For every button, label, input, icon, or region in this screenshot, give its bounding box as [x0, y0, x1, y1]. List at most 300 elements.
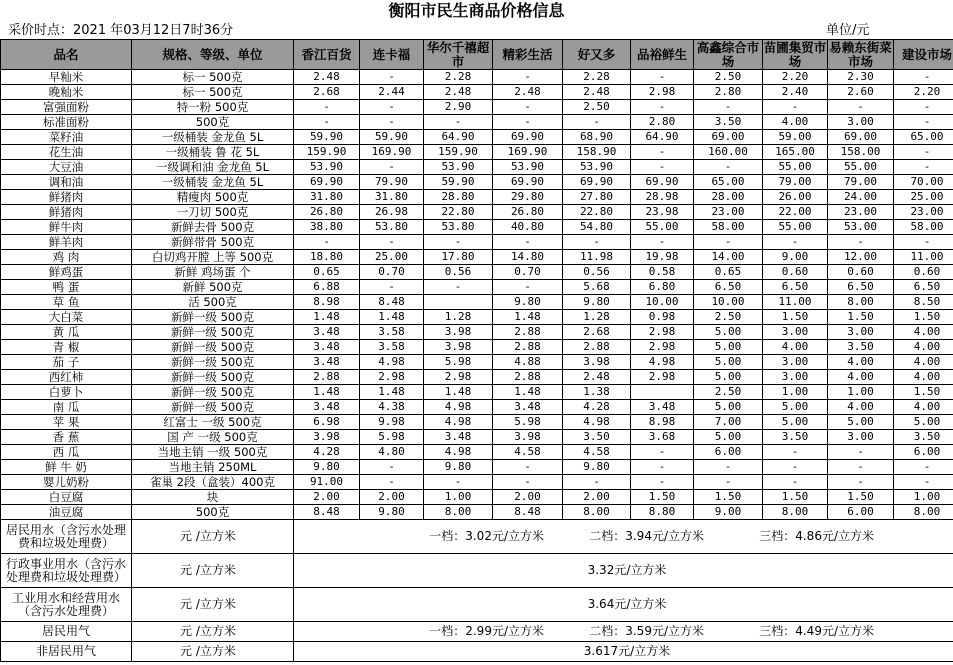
item-name: 大豆油	[1, 160, 132, 175]
price-cell: -	[294, 100, 360, 115]
price-cell: -	[763, 445, 828, 460]
price-cell: 8.00	[424, 505, 493, 520]
item-name: 油豆腐	[1, 505, 132, 520]
price-cell: 2.28	[424, 70, 493, 85]
price-cell: 64.90	[424, 130, 493, 145]
table-row	[1, 460, 953, 475]
utility-row	[1, 622, 953, 642]
table-row	[1, 130, 953, 145]
table-row	[1, 430, 953, 445]
price-cell: 5.98	[424, 355, 493, 370]
item-name: 婴儿奶粉	[1, 475, 132, 490]
table-row	[1, 250, 953, 265]
price-cell: -	[828, 475, 894, 490]
page-title: 衡阳市民生商品价格信息	[388, 1, 565, 20]
item-spec: 块	[132, 490, 294, 505]
price-cell: 2.60	[828, 85, 894, 100]
price-cell: -	[360, 160, 424, 175]
utility-tier: 三档：4.86元/立方米	[759, 529, 874, 543]
price-cell: 2.88	[493, 370, 563, 385]
table-row	[1, 175, 953, 190]
price-cell: 2.48	[563, 370, 631, 385]
utility-value: 3.617元/立方米	[294, 642, 953, 662]
price-cell: -	[360, 100, 424, 115]
item-name: 早籼米	[1, 70, 132, 85]
price-cell: 59.90	[294, 130, 360, 145]
price-cell: 4.80	[360, 445, 424, 460]
price-cell: -	[694, 475, 763, 490]
price-cell: 27.80	[563, 190, 631, 205]
price-cell: 4.00	[894, 340, 953, 355]
price-cell: 1.50	[763, 310, 828, 325]
price-cell: 9.80	[424, 460, 493, 475]
item-spec: 特一粉 500克	[132, 100, 294, 115]
price-cell: 14.00	[694, 250, 763, 265]
price-cell: 0.70	[360, 265, 424, 280]
price-cell: 3.50	[894, 430, 953, 445]
price-cell: 3.48	[493, 400, 563, 415]
item-name: 调和油	[1, 175, 132, 190]
item-spec: 新鲜一级 500克	[132, 340, 294, 355]
price-cell: 3.98	[294, 430, 360, 445]
price-cell: 4.00	[828, 370, 894, 385]
item-name: 花生油	[1, 145, 132, 160]
price-cell: -	[563, 115, 631, 130]
price-cell: 8.48	[493, 505, 563, 520]
item-name: 茄 子	[1, 355, 132, 370]
price-cell: 59.90	[424, 175, 493, 190]
price-cell: 1.00	[894, 490, 953, 505]
price-cell: 3.48	[631, 400, 694, 415]
price-cell: 9.80	[563, 460, 631, 475]
price-cell: 6.98	[294, 415, 360, 430]
price-cell: 9.98	[360, 415, 424, 430]
price-cell: -	[631, 160, 694, 175]
utility-row	[1, 554, 953, 588]
price-cell: -	[694, 100, 763, 115]
price-cell: -	[493, 235, 563, 250]
table-row	[1, 235, 953, 250]
price-cell: 2.88	[563, 340, 631, 355]
price-cell: 3.68	[631, 430, 694, 445]
price-cell: -	[894, 160, 953, 175]
price-cell: 31.80	[360, 190, 424, 205]
utility-name: 居民用水（含污水处理费和垃圾处理费）	[1, 520, 132, 554]
item-spec: 一级桶装 金龙鱼 5L	[132, 130, 294, 145]
table-row	[1, 475, 953, 490]
price-cell: -	[894, 145, 953, 160]
item-spec: 新鲜 鸡场蛋 个	[132, 265, 294, 280]
table-row	[1, 310, 953, 325]
price-cell: 9.80	[563, 295, 631, 310]
item-name: 鲜猪肉	[1, 190, 132, 205]
item-spec: 精瘦肉 500克	[132, 190, 294, 205]
header-row	[1, 40, 953, 70]
item-name: 标准面粉	[1, 115, 132, 130]
item-name: 青 椒	[1, 340, 132, 355]
price-cell: 1.48	[493, 310, 563, 325]
price-cell: -	[294, 115, 360, 130]
item-name: 黄 瓜	[1, 325, 132, 340]
col-header-spec: 规格、等级、单位	[132, 40, 294, 70]
price-cell: 3.58	[360, 340, 424, 355]
price-cell: 159.90	[424, 145, 493, 160]
price-cell: 5.68	[563, 280, 631, 295]
item-spec: 新鲜一级 500克	[132, 370, 294, 385]
item-name: 鲜羊肉	[1, 235, 132, 250]
price-cell: -	[631, 145, 694, 160]
price-cell: 2.00	[360, 490, 424, 505]
item-name: 鲜 牛 奶	[1, 460, 132, 475]
price-cell: -	[493, 115, 563, 130]
price-cell: 0.65	[694, 265, 763, 280]
item-spec: 当地主销 一级 500克	[132, 445, 294, 460]
price-cell: 4.28	[563, 400, 631, 415]
price-cell: -	[694, 160, 763, 175]
price-cell: 28.80	[424, 190, 493, 205]
utility-tiers	[294, 520, 953, 554]
price-cell: 3.50	[563, 430, 631, 445]
table-row	[1, 85, 953, 100]
price-cell: 4.88	[493, 355, 563, 370]
item-spec: 活 500克	[132, 295, 294, 310]
col-header-store: 精彩生活	[493, 40, 563, 70]
table-row	[1, 115, 953, 130]
price-cell: 6.88	[294, 280, 360, 295]
table-row	[1, 265, 953, 280]
price-cell: 2.98	[631, 340, 694, 355]
item-spec: 红富士 一级 500克	[132, 415, 294, 430]
price-cell: 1.00	[828, 385, 894, 400]
price-cell: 1.28	[563, 310, 631, 325]
price-cell: 17.80	[424, 250, 493, 265]
price-cell: 4.00	[763, 115, 828, 130]
price-cell: 2.30	[828, 70, 894, 85]
utility-unit: 元 /立方米	[132, 520, 294, 554]
col-header-store: 易赖东街菜市场	[829, 39, 892, 69]
utility-unit: 元 /立方米	[132, 622, 294, 642]
item-spec: 500克	[132, 115, 294, 130]
price-cell: 4.98	[360, 355, 424, 370]
price-cell: -	[828, 445, 894, 460]
price-cell: -	[828, 100, 894, 115]
price-cell: 55.00	[763, 220, 828, 235]
price-cell: 2.98	[631, 85, 694, 100]
price-cell: -	[424, 115, 493, 130]
price-cell: -	[360, 235, 424, 250]
price-cell: 8.00	[563, 505, 631, 520]
price-cell: 2.48	[424, 85, 493, 100]
price-cell: 11.98	[563, 250, 631, 265]
price-cell: 3.98	[424, 340, 493, 355]
price-cell: 2.88	[493, 325, 563, 340]
price-cell: 69.00	[694, 130, 763, 145]
table-row	[1, 100, 953, 115]
price-cell: 53.90	[294, 160, 360, 175]
price-cell: 1.50	[694, 490, 763, 505]
price-cell: 10.00	[631, 295, 694, 310]
price-cell: 165.00	[763, 145, 828, 160]
price-cell: 53.90	[563, 160, 631, 175]
price-cell: 53.90	[493, 160, 563, 175]
price-cell: -	[493, 100, 563, 115]
price-cell: 0.60	[894, 265, 953, 280]
price-cell: 2.50	[563, 100, 631, 115]
price-cell: 2.00	[294, 490, 360, 505]
item-spec: 雀巢 2段（盒装）400克	[132, 475, 294, 490]
price-cell: 9.80	[493, 295, 563, 310]
price-cell: -	[360, 115, 424, 130]
item-name: 西红柿	[1, 370, 132, 385]
table-row	[1, 160, 953, 175]
item-spec: 当地主销 250ML	[132, 460, 294, 475]
price-cell: 22.00	[763, 205, 828, 220]
price-cell: 23.00	[894, 205, 953, 220]
price-cell: -	[360, 475, 424, 490]
utility-value: 3.64元/立方米	[294, 588, 953, 622]
item-name: 白豆腐	[1, 490, 132, 505]
price-cell: 9.80	[360, 505, 424, 520]
price-cell: 4.28	[294, 445, 360, 460]
price-cell: -	[294, 235, 360, 250]
price-cell: 4.00	[894, 355, 953, 370]
price-cell: 159.90	[294, 145, 360, 160]
item-spec: 新鲜一级 500克	[132, 400, 294, 415]
price-cell: 1.00	[763, 385, 828, 400]
price-cell: 2.48	[294, 70, 360, 85]
price-cell: -	[631, 235, 694, 250]
price-cell: 1.50	[631, 490, 694, 505]
price-cell: 24.00	[828, 190, 894, 205]
price-cell: 69.00	[828, 130, 894, 145]
utility-tiers	[294, 622, 953, 642]
price-table-body	[1, 70, 953, 520]
utility-unit: 元 /立方米	[132, 588, 294, 622]
table-row	[1, 445, 953, 460]
price-cell: 3.50	[763, 430, 828, 445]
price-cell: 2.50	[694, 70, 763, 85]
price-cell: 3.48	[424, 430, 493, 445]
price-cell: 55.00	[631, 220, 694, 235]
price-cell: 4.00	[894, 325, 953, 340]
price-cell: 53.00	[828, 220, 894, 235]
price-cell: 5.00	[894, 415, 953, 430]
utility-name: 非居民用气	[1, 642, 132, 662]
item-name: 富强面粉	[1, 100, 132, 115]
utility-row	[1, 520, 953, 554]
price-cell: 6.50	[763, 280, 828, 295]
utility-row	[1, 588, 953, 622]
price-cell: -	[894, 460, 953, 475]
price-cell: 4.00	[763, 340, 828, 355]
price-cell: -	[894, 115, 953, 130]
table-row	[1, 280, 953, 295]
price-cell: 1.48	[360, 310, 424, 325]
price-cell: 2.68	[294, 85, 360, 100]
price-cell: -	[631, 100, 694, 115]
price-cell: 6.00	[894, 445, 953, 460]
item-name: 鸭 蛋	[1, 280, 132, 295]
item-spec: 标一 500克	[132, 70, 294, 85]
price-cell: 8.80	[631, 505, 694, 520]
price-cell: 22.80	[563, 205, 631, 220]
price-cell: 9.80	[294, 460, 360, 475]
item-name: 晚籼米	[1, 85, 132, 100]
price-cell: 3.98	[424, 325, 493, 340]
price-cell: 1.48	[424, 385, 493, 400]
price-cell: -	[493, 280, 563, 295]
price-cell: -	[424, 475, 493, 490]
col-header-store: 高鑫综合市 场	[694, 40, 763, 70]
table-row	[1, 145, 953, 160]
price-cell: 1.00	[424, 490, 493, 505]
item-spec: 新鲜带骨 500克	[132, 235, 294, 250]
price-cell: 55.00	[828, 160, 894, 175]
item-spec: 新鲜一级 500克	[132, 385, 294, 400]
price-cell: 3.00	[763, 325, 828, 340]
price-cell: 40.80	[493, 220, 563, 235]
utility-tier: 一档：2.99元/立方米	[429, 624, 544, 638]
price-cell: 169.90	[360, 145, 424, 160]
price-cell: 0.56	[424, 265, 493, 280]
price-cell: 7.00	[694, 415, 763, 430]
price-cell: 1.28	[424, 310, 493, 325]
price-cell: -	[894, 70, 953, 85]
price-cell: 8.48	[294, 505, 360, 520]
utility-tier: 二档：3.59元/立方米	[589, 624, 704, 638]
item-spec: 500克	[132, 505, 294, 520]
price-cell: 68.90	[563, 130, 631, 145]
price-cell: 22.80	[424, 205, 493, 220]
price-cell: 1.50	[894, 385, 953, 400]
price-cell: 2.50	[694, 385, 763, 400]
price-cell: 14.80	[493, 250, 563, 265]
sampling-time: 采价时点：2021 年03月12日7时36分	[8, 23, 234, 38]
utility-tier: 三档：4.49元/立方米	[759, 624, 874, 638]
price-cell: 53.80	[424, 220, 493, 235]
price-cell: 5.00	[694, 355, 763, 370]
price-cell: 8.50	[894, 295, 953, 310]
table-row	[1, 355, 953, 370]
price-cell: 2.20	[894, 85, 953, 100]
item-name: 草 鱼	[1, 295, 132, 310]
price-cell: 69.90	[493, 130, 563, 145]
price-cell: 2.98	[424, 370, 493, 385]
price-cell: 64.90	[631, 130, 694, 145]
utility-name: 居民用气	[1, 622, 132, 642]
price-cell: -	[894, 235, 953, 250]
col-header-name: 品名	[1, 40, 132, 70]
table-row	[1, 505, 953, 520]
price-cell: 6.00	[694, 445, 763, 460]
price-cell: 3.00	[763, 355, 828, 370]
price-cell: 26.98	[360, 205, 424, 220]
price-cell: 8.98	[294, 295, 360, 310]
price-cell: 5.00	[694, 430, 763, 445]
price-cell: 69.90	[631, 175, 694, 190]
price-cell: 6.50	[694, 280, 763, 295]
price-cell: 8.00	[894, 505, 953, 520]
price-cell: -	[631, 70, 694, 85]
price-cell: 158.00	[828, 145, 894, 160]
price-cell: 5.00	[694, 340, 763, 355]
price-cell: 2.68	[563, 325, 631, 340]
price-cell: 1.50	[828, 310, 894, 325]
item-spec: 国 产 一级 500克	[132, 430, 294, 445]
price-cell: 2.48	[563, 85, 631, 100]
item-spec: 白切鸡开膛 上等 500克	[132, 250, 294, 265]
utility-tier: 一档：3.02元/立方米	[429, 529, 544, 543]
price-cell: 79.90	[360, 175, 424, 190]
price-cell: -	[694, 460, 763, 475]
price-cell: 4.00	[894, 400, 953, 415]
price-cell: 91.00	[294, 475, 360, 490]
price-cell: 2.98	[631, 325, 694, 340]
price-cell: 0.70	[493, 265, 563, 280]
price-cell: 3.48	[294, 325, 360, 340]
item-name: 菜籽油	[1, 130, 132, 145]
table-row	[1, 295, 953, 310]
price-cell: 53.80	[360, 220, 424, 235]
price-cell: -	[360, 460, 424, 475]
table-row	[1, 325, 953, 340]
price-cell: 1.38	[563, 385, 631, 400]
price-cell: 23.00	[694, 205, 763, 220]
price-cell: 2.50	[694, 310, 763, 325]
utility-tier: 二档：3.94元/立方米	[589, 529, 704, 543]
col-header-store: 连卡福	[360, 40, 424, 70]
utility-unit: 元 /立方米	[132, 642, 294, 662]
table-row	[1, 370, 953, 385]
price-cell: -	[563, 475, 631, 490]
price-cell: 26.80	[493, 205, 563, 220]
price-cell: -	[828, 460, 894, 475]
price-cell: -	[493, 70, 563, 85]
price-cell	[424, 295, 493, 310]
price-cell: 8.00	[828, 295, 894, 310]
price-cell: 4.98	[563, 415, 631, 430]
table-row	[1, 220, 953, 235]
col-header-store: 建设市场	[894, 40, 953, 70]
item-name: 鲜牛肉	[1, 220, 132, 235]
price-cell: 6.80	[631, 280, 694, 295]
item-spec: 新鲜去骨 500克	[132, 220, 294, 235]
price-cell: 0.58	[631, 265, 694, 280]
price-cell: 26.00	[763, 190, 828, 205]
price-cell: 2.20	[763, 70, 828, 85]
price-cell: 59.00	[763, 130, 828, 145]
price-cell: -	[763, 235, 828, 250]
price-cell: 4.98	[424, 415, 493, 430]
price-cell: 0.60	[828, 265, 894, 280]
price-cell: 1.50	[828, 490, 894, 505]
price-cell: 3.48	[294, 400, 360, 415]
price-cell: 5.00	[694, 325, 763, 340]
table-row	[1, 340, 953, 355]
price-cell: 18.80	[294, 250, 360, 265]
price-cell: 9.00	[694, 505, 763, 520]
price-cell: 5.00	[694, 400, 763, 415]
price-cell	[631, 385, 694, 400]
price-cell: -	[493, 460, 563, 475]
price-cell: 1.48	[360, 385, 424, 400]
price-cell: 5.00	[763, 400, 828, 415]
price-cell: -	[493, 475, 563, 490]
price-cell: 10.00	[694, 295, 763, 310]
price-cell: 2.90	[424, 100, 493, 115]
price-cell: -	[360, 280, 424, 295]
price-cell: -	[631, 460, 694, 475]
